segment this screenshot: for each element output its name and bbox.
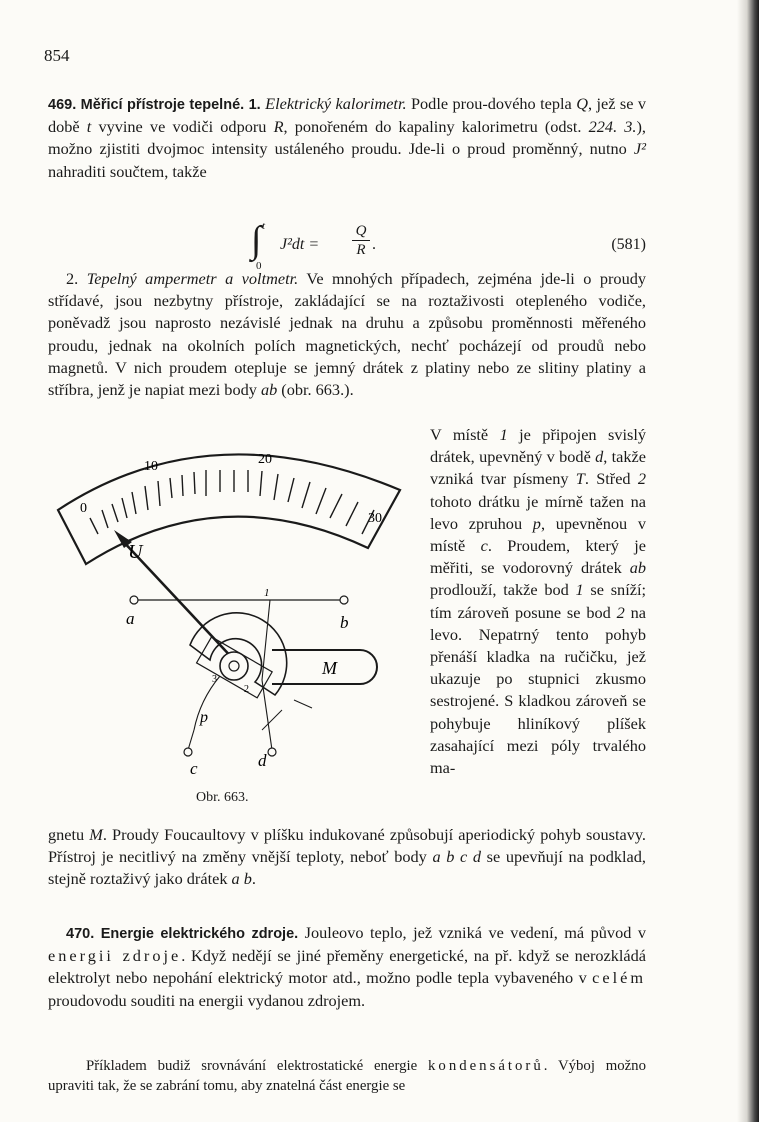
paragraph-469-calorimeter: 469. Měřicí přístroje tepelné. 1. Elektrický kalorimetr. Podle prou-dového tepla Q, jež se v době t vyvine ve vodiči odporu R, ponořeném do kapaliny kalorimetru (odst. 224. 3.), možno zjistiti dvojmoc intensity ustáleného proudu. Jde-li o proud proměnný, nutno J² nahraditi součtem, takže	[48, 94, 647, 181]
label-a: a	[126, 609, 135, 628]
paragraph-continuation: gnetu M. Proudy Foucaultovy v plíšku indukované způsobují aperiodický pohyb soustavy. Přístroj je necitlivý na změny vnější teploty, neboť body a b c d se upevňují na podklad, stejně roztaživý jako drátek a b.	[48, 825, 646, 889]
page-number: 854	[44, 46, 70, 65]
paragraph-small-print: Příkladem budiž srovnávání elektrostatické energie kondensátorů. Výboj možno upraviti tak, že se zabrání tomu, aby znatelná část energie se	[48, 1058, 646, 1094]
dial-scale-ticks	[90, 470, 374, 534]
label-b: b	[340, 613, 349, 632]
fraction-denominator: R	[356, 242, 366, 258]
paragraph-470-source-energy: 470. Energie elektrického zdroje. Jouleovo teplo, jež vzniká ve vedení, má původ v energii zdroje. Když nedějí se jiné přeměny energetické, na př. když se nerozkládá elektrolyt nebo nepohání elektrický motor atd., možno podle tepla vybaveného v celém proudovodu souditi na energii vydanou zdrojem.	[48, 923, 646, 1010]
scale-label-10: 10	[144, 459, 158, 474]
integral-upper-limit: t	[262, 220, 266, 232]
label-U: U	[128, 541, 143, 563]
item-title: Tepelný ampermetr a voltmetr.	[86, 269, 299, 288]
equation-581: ∫ t 0 J²dt = $\frac{Q}{R}$ . (581)	[251, 219, 646, 272]
section-title: Měřicí přístroje tepelné.	[80, 97, 245, 113]
paragraph-thermal-ammeter: 2. Tepelný ampermetr a voltmetr. Ve mnohých případech, zejména jde-li o proudy střídavé, jsou nezbytny přístroje, zakládající se na roztaživosti oteplenéhо vodiče, poněvadž jsou naprosto nezávislé jednak na druhu a způsobu proměnnosti měřeného proudu, jednak na okolních polích magnetických, nechť pocházejí od proudů nebo magnetů. V nich proudem otepluje se jemný drátek z platiny nebo ze slitiny platiny a stříbra, jenž je napiat mezi body ab (obr. 663.).	[48, 269, 646, 400]
integral-sign: ∫	[251, 219, 262, 261]
fraction	[352, 222, 370, 259]
label-d: d	[258, 751, 267, 770]
figure-caption: Obr. 663.	[196, 790, 249, 805]
label-c: c	[190, 759, 198, 778]
label-M: M	[322, 658, 337, 678]
label-3: 3	[212, 674, 217, 685]
section-title: Energie elektrického zdroje.	[100, 926, 299, 942]
item-number: 1.	[248, 97, 261, 113]
figure-663-thermal-ammeter	[50, 430, 420, 800]
terminal-a	[130, 596, 138, 604]
label-p: p	[200, 709, 208, 726]
item-title: Elektrický kalorimetr.	[265, 94, 407, 113]
section-number: 469.	[48, 97, 77, 113]
dial-frame	[58, 454, 400, 564]
paragraph-side-column: V místě 1 je připojen svislý drátek, upevněný v bodě d, takže vzniká tvar písmeny T. Střed 2 tohoto drátku je mírně tažen na levo zpruhou p, upevněnou v místě c. Proudem, který je měřiti, se vodorovný drátek ab prodlouží, takže bod 1 se sníží; tím zároveň posune se bod 2 na levo. Nepatrný tento pohyb přenáší kladka na ručičku, jež ukazuje po stupnici zkusmo sestrojené. S kladkou zároveň se pohybuje hliníkový plíšek zasahající mezi póly trvalého ma-	[430, 425, 647, 778]
book-spine-shadow	[737, 0, 759, 1122]
scale-label-20: 20	[258, 452, 272, 467]
section-number: 470.	[66, 926, 95, 942]
label-2: 2	[244, 684, 249, 695]
terminal-b	[340, 596, 348, 604]
equation-number: (581)	[611, 236, 646, 253]
integrand: J²dt =	[280, 236, 320, 253]
scale-label-30: 30	[368, 511, 382, 526]
fraction-numerator: Q	[352, 222, 370, 241]
scale-label-0: 0	[80, 501, 87, 516]
terminal-d	[268, 748, 276, 756]
integral-lower-limit: 0	[256, 260, 262, 272]
item-number: 2.	[66, 269, 79, 288]
label-1: 1	[264, 587, 270, 599]
terminal-c	[184, 748, 192, 756]
